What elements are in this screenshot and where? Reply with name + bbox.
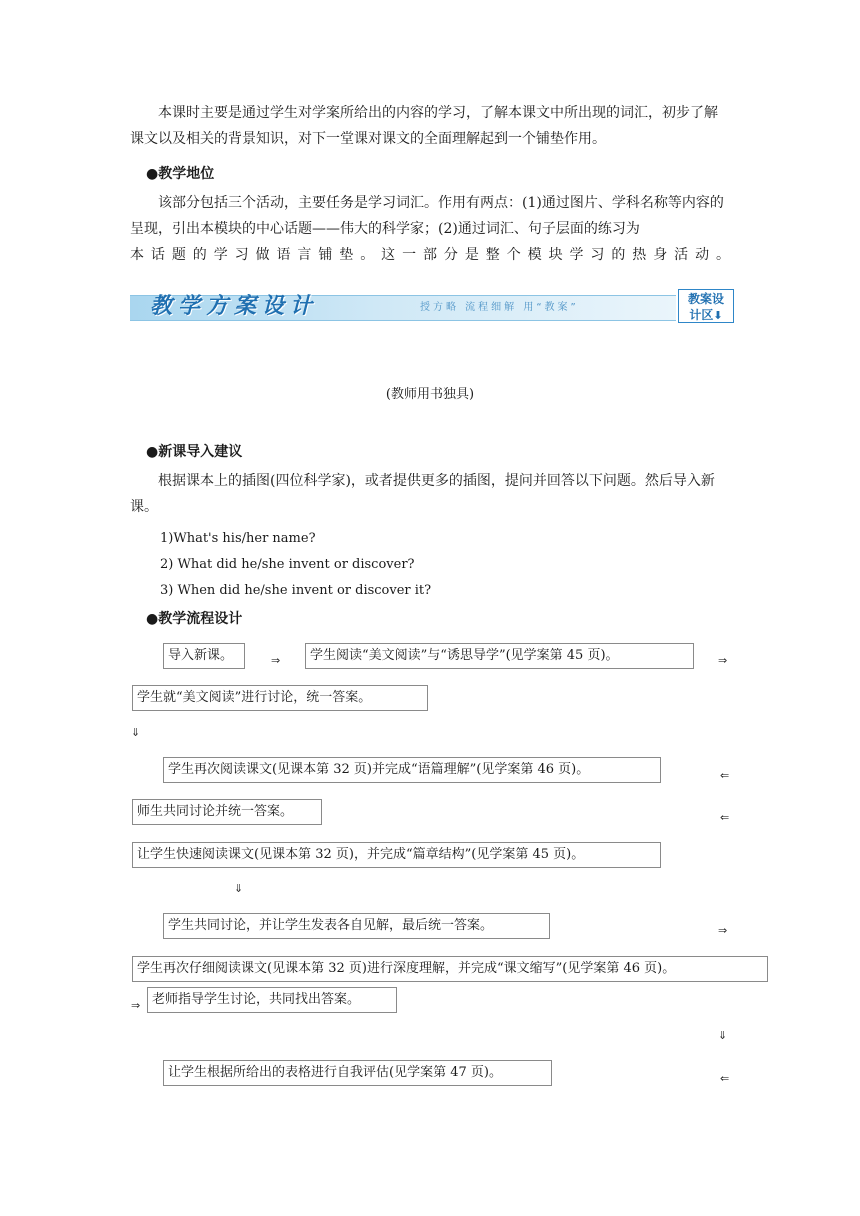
- banner-box: [678, 289, 734, 323]
- arrow-left-icon: ⇐: [720, 1072, 730, 1085]
- flow-step-8: 学生再次仔细阅读课文(见课本第 32 页)进行深度理解，并完成“课文缩写”(见学案第 46 页)。: [132, 956, 768, 982]
- heading-text: 教学流程设计: [158, 611, 243, 627]
- flow-step-1: 导入新课。: [163, 643, 245, 669]
- question-3: 3) When did he/she invent or discover it?: [160, 583, 432, 598]
- arrow-right-icon: ⇒: [271, 654, 281, 667]
- section-banner: [130, 289, 736, 325]
- question-2: 2) What did he/she invent or discover?: [160, 557, 415, 572]
- arrow-down-icon: ⬇: [713, 309, 723, 322]
- flow-step-10: 让学生根据所给出的表格进行自我评估(见学案第 47 页)。: [163, 1060, 552, 1086]
- arrow-down-icon: ⇓: [718, 1029, 728, 1042]
- banner-box-line2-text: 计区: [689, 308, 714, 322]
- banner-box-line1: 教案设: [687, 292, 724, 306]
- flow-heading: [146, 609, 242, 629]
- flow-step-3: 学生就“美文阅读”进行讨论，统一答案。: [132, 685, 428, 711]
- arrow-left-icon: ⇐: [720, 769, 730, 782]
- new-lesson-paragraph: 根据课本上的插图(四位科学家)，或者提供更多的插图，提问并回答以下问题。然后导入新课。: [130, 473, 715, 515]
- banner-title: 教学方案设计: [150, 294, 319, 319]
- new-lesson-heading: [146, 442, 242, 462]
- teaching-position-paragraph: 该部分包括三个活动，主要任务是学习词汇。作用有两点：(1)通过图片、学科名称等内容的呈现，引出本模块的中心话题——伟大的科学家；(2)通过词汇、句子层面的练习为: [130, 195, 724, 237]
- question-1: 1)What's his/her name?: [160, 531, 316, 546]
- intro-paragraph: 本课时主要是通过学生对学案所给出的内容的学习，了解本课文中所出现的词汇，初步了解课文以及相关的背景知识，对下一堂课对课文的全面理解起到一个铺垫作用。: [130, 105, 718, 147]
- flow-step-2: 学生阅读“美文阅读”与“诱思导学”(见学案第 45 页)。: [305, 643, 694, 669]
- teaching-position-paragraph-last-line: 本话题的学习做语言铺垫。这一部分是整个模块学习的热身活动。: [130, 247, 730, 263]
- arrow-right-icon: ⇒: [718, 924, 728, 937]
- heading-text: 新课导入建议: [158, 444, 243, 460]
- bullet-icon: ●: [146, 611, 159, 627]
- bullet-icon: ●: [146, 444, 159, 460]
- flow-step-4: 学生再次阅读课文(见课本第 32 页)并完成“语篇理解”(见学案第 46 页)。: [163, 757, 661, 783]
- flow-step-9: 老师指导学生讨论，共同找出答案。: [147, 987, 397, 1013]
- bullet-icon: ●: [146, 166, 159, 182]
- flow-step-5: 师生共同讨论并统一答案。: [132, 799, 322, 825]
- flow-step-7: 学生共同讨论，并让学生发表各自见解，最后统一答案。: [163, 913, 550, 939]
- arrow-down-icon: ⇓: [131, 726, 141, 739]
- arrow-left-icon: ⇐: [720, 811, 730, 824]
- heading-text: 教学地位: [158, 166, 215, 182]
- teaching-position-heading: [146, 164, 214, 184]
- banner-subtitle: 授方略 流程细解 用“教案”: [420, 302, 579, 313]
- flow-step-6: 让学生快速阅读课文(见课本第 32 页)，并完成“篇章结构”(见学案第 45 页)。: [132, 842, 661, 868]
- arrow-right-icon: ⇒: [718, 654, 728, 667]
- arrow-down-icon: ⇓: [234, 882, 244, 895]
- arrow-right-icon: ⇒: [131, 999, 141, 1012]
- teacher-note: (教师用书独具): [385, 387, 475, 402]
- banner-box-line2: [679, 307, 733, 324]
